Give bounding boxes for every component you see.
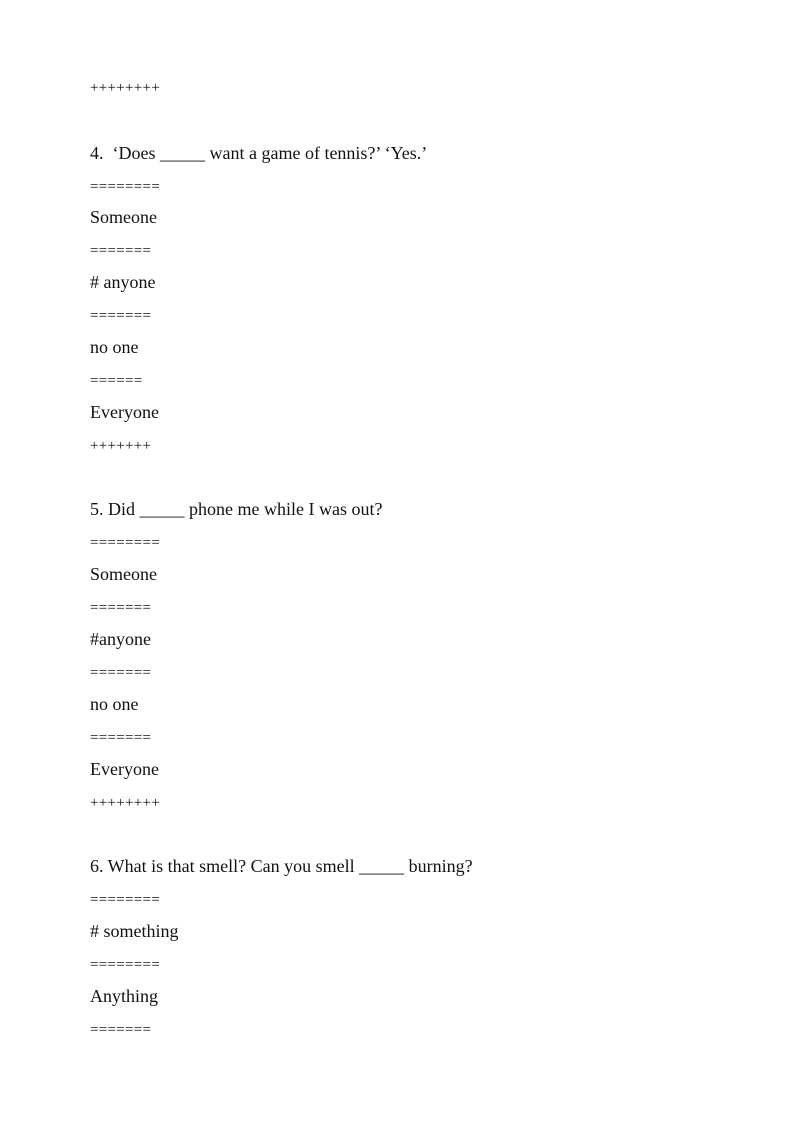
option-text: Everyone [90,402,159,422]
option-text-correct: # anyone [90,272,156,292]
question-4: 4. ‘Does _____ want a game of tennis?’ ‘Yes.’ [90,143,428,163]
separator-equals: ======= [90,308,152,324]
separator-plus: +++++++ [90,438,152,454]
separator-plus: ++++++++ [90,795,161,811]
option-text: Someone [90,207,157,227]
separator-equals: ====== [90,373,143,389]
separator-equals: ======= [90,1022,152,1038]
separator-equals: ======= [90,600,152,616]
option-text-correct: # something [90,921,179,941]
option-text: Someone [90,564,157,584]
option-text: no one [90,337,139,357]
question-6: 6. What is that smell? Can you smell _____ burning? [90,856,473,876]
option-text: Everyone [90,759,159,779]
separator-plus: ++++++++ [90,80,161,96]
separator-equals: ======= [90,243,152,259]
question-5: 5. Did _____ phone me while I was out? [90,499,383,519]
option-text-correct: #anyone [90,629,151,649]
separator-equals: ======= [90,730,152,746]
option-text: no one [90,694,139,714]
separator-equals: ======== [90,957,161,973]
separator-equals: ======== [90,892,161,908]
option-text: Anything [90,986,159,1006]
separator-equals: ======== [90,535,161,551]
separator-equals: ======= [90,665,152,681]
separator-equals: ======== [90,179,161,195]
